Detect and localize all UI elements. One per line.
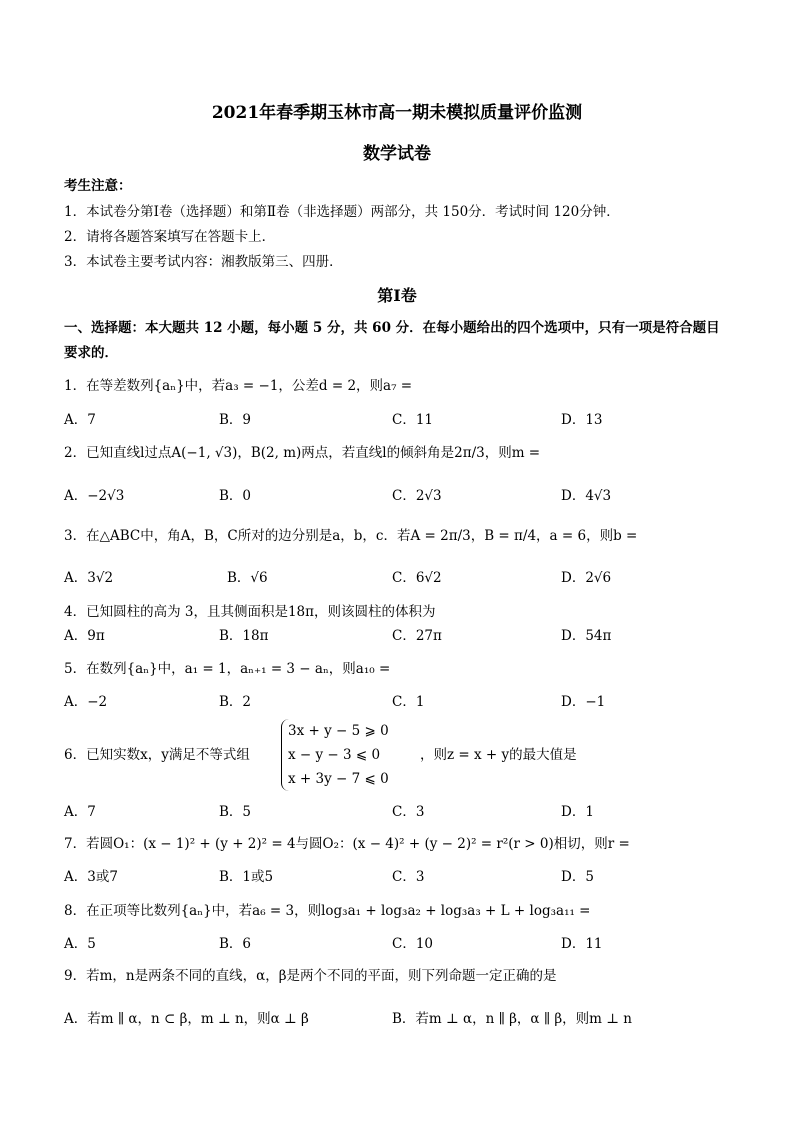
option-a: A．−2√3: [64, 488, 125, 504]
option-d: D．54π: [561, 628, 612, 644]
option-b: B．9: [219, 412, 252, 428]
option-c: C．27π: [392, 628, 442, 644]
question-stem: 6．已知实数x，y满足不等式组: [64, 747, 250, 763]
question-stem: 3．在△ABC中，角A，B，C所对的边分别是a，b，c．若A = 2π/3，B = π/4，a = 6，则b =: [64, 528, 638, 544]
question-stem: 5．在数列{aₙ}中，a₁ = 1，aₙ₊₁ = 3 − aₙ，则a₁₀ =: [64, 661, 391, 677]
question-stem: 8．在正项等比数列{aₙ}中，若a₆ = 3，则log₃a₁ + log₃a₂ + log₃a₃ + L + log₃a₁₁ =: [64, 903, 591, 919]
option-a: A．3或7: [64, 869, 118, 885]
option-b: B．6: [219, 936, 252, 952]
option-d: D．5: [561, 869, 594, 885]
option-c: C．10: [392, 936, 434, 952]
inequality-row: 3x + y − 5 ⩾ 0: [288, 723, 389, 739]
section-instruction: 一、选择题：本大题共 12 小题，每小题 5 分，共 60 分．在每小题给出的四个选项中，只有一项是符合题目: [64, 320, 720, 336]
question-stem: 7．若圆O₁：(x − 1)² + (y + 2)² = 4与圆O₂：(x − 4)² + (y − 2)² = r²(r > 0)相切，则r =: [64, 836, 630, 852]
option-b: B．0: [219, 488, 252, 504]
option-b: B．18π: [219, 628, 269, 644]
option-b: B．5: [219, 804, 252, 820]
option-a: A．5: [64, 936, 96, 952]
exam-subtitle: 数学试卷: [363, 144, 431, 164]
option-b: B．若m ⊥ α，n ∥ β，α ∥ β，则m ⊥ n: [392, 1011, 632, 1027]
section-title: 第Ⅰ卷: [377, 286, 417, 305]
notice-heading: 考生注意：: [64, 178, 132, 194]
option-a: A．7: [64, 804, 96, 820]
option-b: B．2: [219, 694, 252, 710]
question-stem: 2．已知直线l过点A(−1, √3)，B(2, m)两点，若直线l的倾斜角是2π/3，则m =: [64, 445, 541, 461]
option-a: A．7: [64, 412, 96, 428]
notice-item: 3．本试卷主要考试内容：湘教版第三、四册．: [64, 254, 343, 270]
option-a: A．若m ∥ α，n ⊂ β，m ⊥ n，则α ⊥ β: [64, 1011, 309, 1027]
inequality-row: x + 3y − 7 ⩽ 0: [288, 771, 389, 787]
option-b: B．√6: [227, 570, 268, 586]
option-c: C．1: [392, 694, 425, 710]
option-a: A．9π: [64, 628, 105, 644]
notice-item: 2．请将各题答案填写在答题卡上．: [64, 229, 276, 245]
question-stem: 1．在等差数列{aₙ}中，若a₃ = −1，公差d = 2，则a₇ =: [64, 378, 413, 394]
option-a: A．−2: [64, 694, 108, 710]
option-d: D．11: [561, 936, 603, 952]
question-stem-tail: ，则z = x + y的最大值是: [420, 747, 577, 763]
question-stem: 9．若m，n是两条不同的直线，α，β是两个不同的平面，则下列命题一定正确的是: [64, 968, 557, 984]
option-d: D．−1: [561, 694, 606, 710]
option-a: A．3√2: [64, 570, 114, 586]
option-c: C．11: [392, 412, 434, 428]
question-stem: 4．已知圆柱的高为 3，且其侧面积是18π，则该圆柱的体积为: [64, 604, 436, 620]
option-d: D．1: [561, 804, 594, 820]
exam-title: 2021年春季期玉林市高一期未模拟质量评价监测: [211, 103, 583, 123]
option-c: C．6√2: [392, 570, 442, 586]
inequality-system: [281, 719, 389, 791]
inequality-row: x − y − 3 ⩽ 0: [288, 747, 381, 763]
section-instruction: 要求的．: [64, 345, 118, 361]
option-c: C．2√3: [392, 488, 442, 504]
option-b: B．1或5: [219, 869, 274, 885]
option-d: D．2√6: [561, 570, 612, 586]
option-d: D．4√3: [561, 488, 612, 504]
option-c: C．3: [392, 804, 425, 820]
option-d: D．13: [561, 412, 603, 428]
option-c: C．3: [392, 869, 425, 885]
notice-item: 1．本试卷分第Ⅰ卷（选择题）和第Ⅱ卷（非选择题）两部分，共 150分．考试时间 120分钟．: [64, 204, 620, 220]
